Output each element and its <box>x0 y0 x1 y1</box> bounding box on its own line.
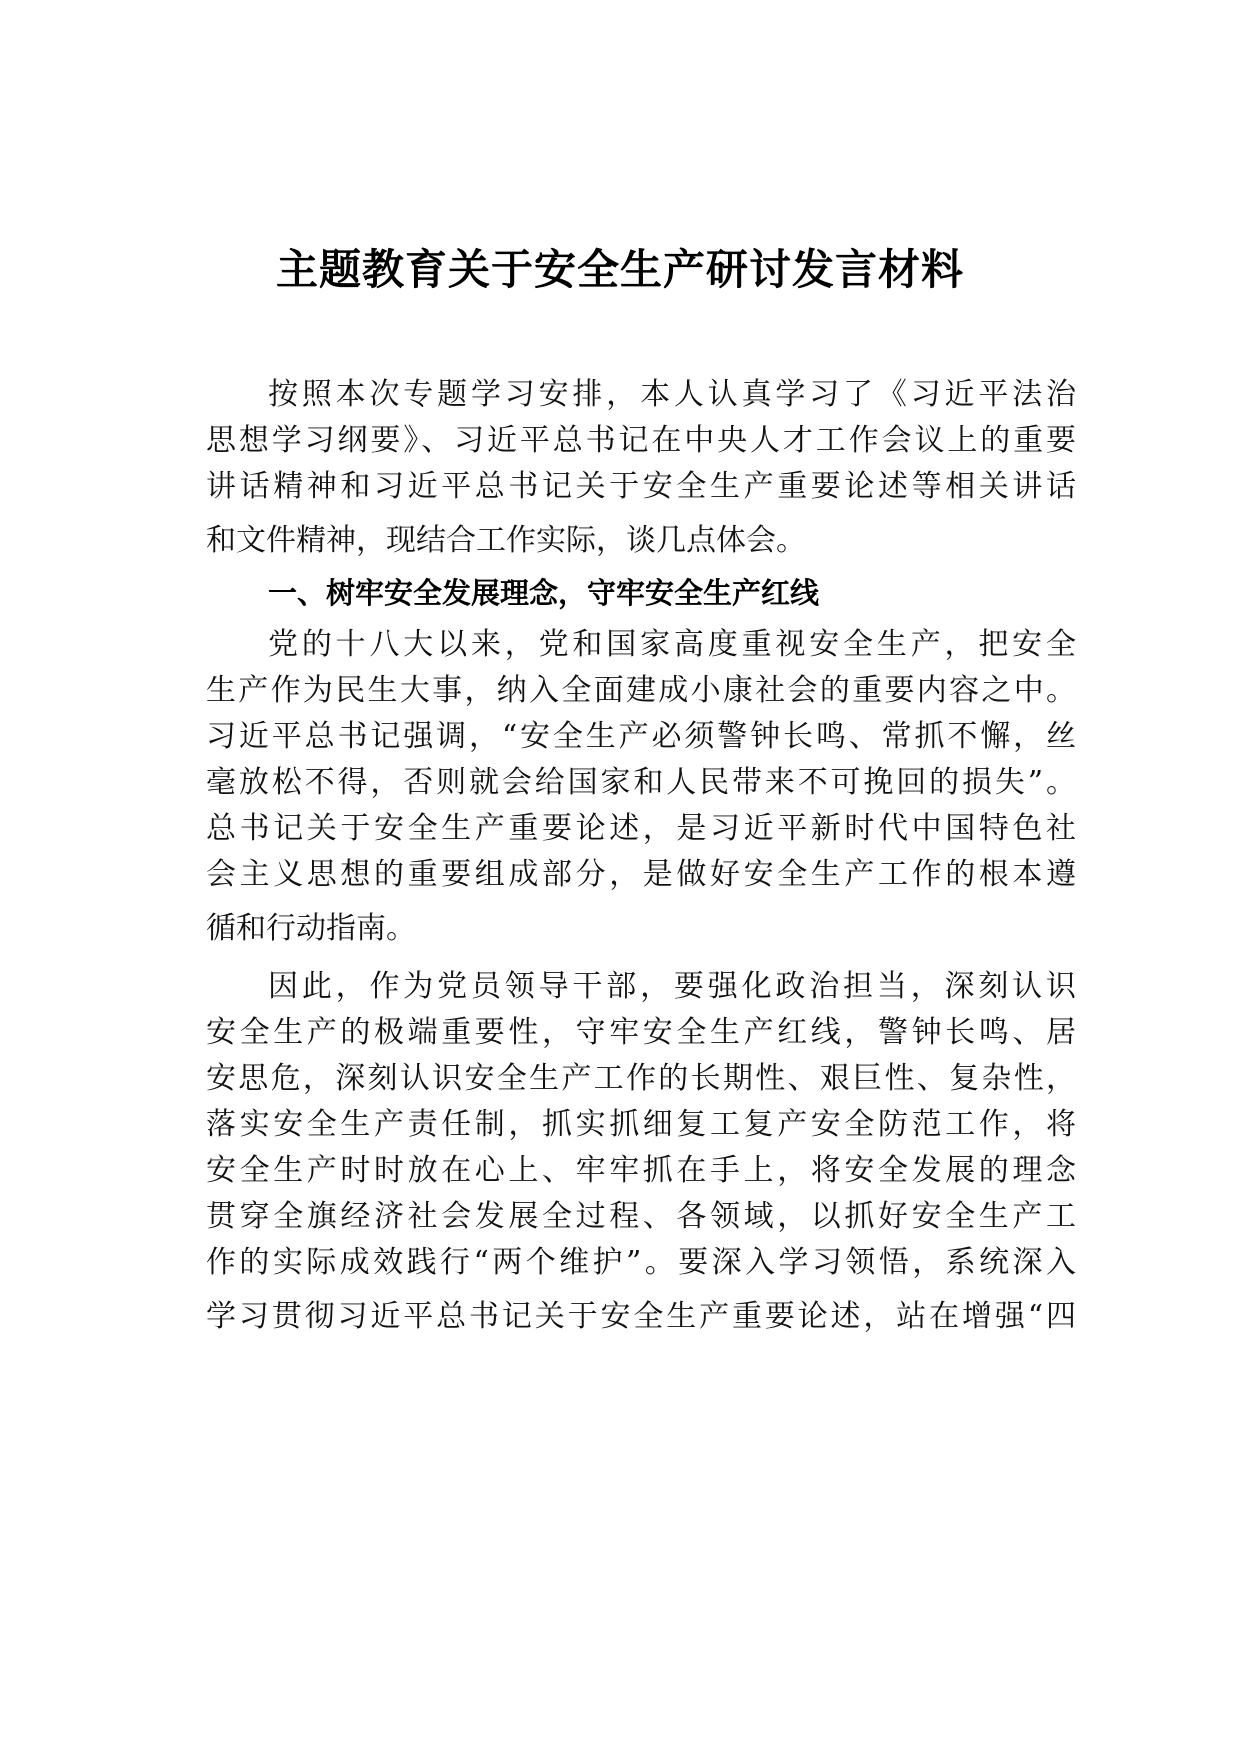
paragraph-line: 学习贯彻习近平总书记关于安全生产重要论述，站在增强“四 <box>206 1299 1076 1334</box>
paragraph-line: 总书记关于安全生产重要论述，是习近平新时代中国特色社 <box>206 811 1076 846</box>
paragraph-line: 会主义思想的重要组成部分，是做好安全生产工作的根本遵 <box>206 857 1076 892</box>
paragraph-line: 和文件精神，现结合工作实际，谈几点体会。 <box>206 523 806 558</box>
paragraph-line: 思想学习纲要》、习近平总书记在中央人才工作会议上的重要 <box>206 423 1076 458</box>
section-heading: 一、树牢安全发展理念，守牢安全生产红线 <box>268 576 820 610</box>
paragraph-line: 讲话精神和习近平总书记关于安全生产重要论述等相关讲话 <box>206 469 1076 504</box>
paragraph-line: 因此，作为党员领导干部，要强化政治担当，深刻认识 <box>268 969 1076 1004</box>
paragraph-line: 循和行动指南。 <box>206 911 416 946</box>
paragraph-line: 安思危，深刻认识安全生产工作的长期性、艰巨性、复杂性， <box>206 1061 1076 1096</box>
paragraph-line: 贯穿全旗经济社会发展全过程、各领域，以抓好安全生产工 <box>206 1199 1076 1234</box>
paragraph-line: 作的实际成效践行“两个维护”。要深入学习领悟，系统深入 <box>206 1245 1076 1280</box>
paragraph-line: 习近平总书记强调，“安全生产必须警钟长鸣、常抓不懈，丝 <box>206 719 1076 754</box>
paragraph-line: 按照本次专题学习安排，本人认真学习了《习近平法治 <box>268 377 1076 412</box>
document-title: 主题教育关于安全生产研讨发言材料 <box>275 245 964 294</box>
paragraph-line: 落实安全生产责任制，抓实抓细复工复产安全防范工作，将 <box>206 1107 1076 1142</box>
paragraph-line: 毫放松不得，否则就会给国家和人民带来不可挽回的损失”。 <box>206 765 1076 800</box>
paragraph-line: 安全生产时时放在心上、牢牢抓在手上，将安全发展的理念 <box>206 1153 1076 1188</box>
paragraph-line: 安全生产的极端重要性，守牢安全生产红线，警钟长鸣、居 <box>206 1015 1076 1050</box>
paragraph-line: 党的十八大以来，党和国家高度重视安全生产，把安全 <box>268 627 1076 662</box>
paragraph-line: 生产作为民生大事，纳入全面建成小康社会的重要内容之中。 <box>206 673 1076 708</box>
